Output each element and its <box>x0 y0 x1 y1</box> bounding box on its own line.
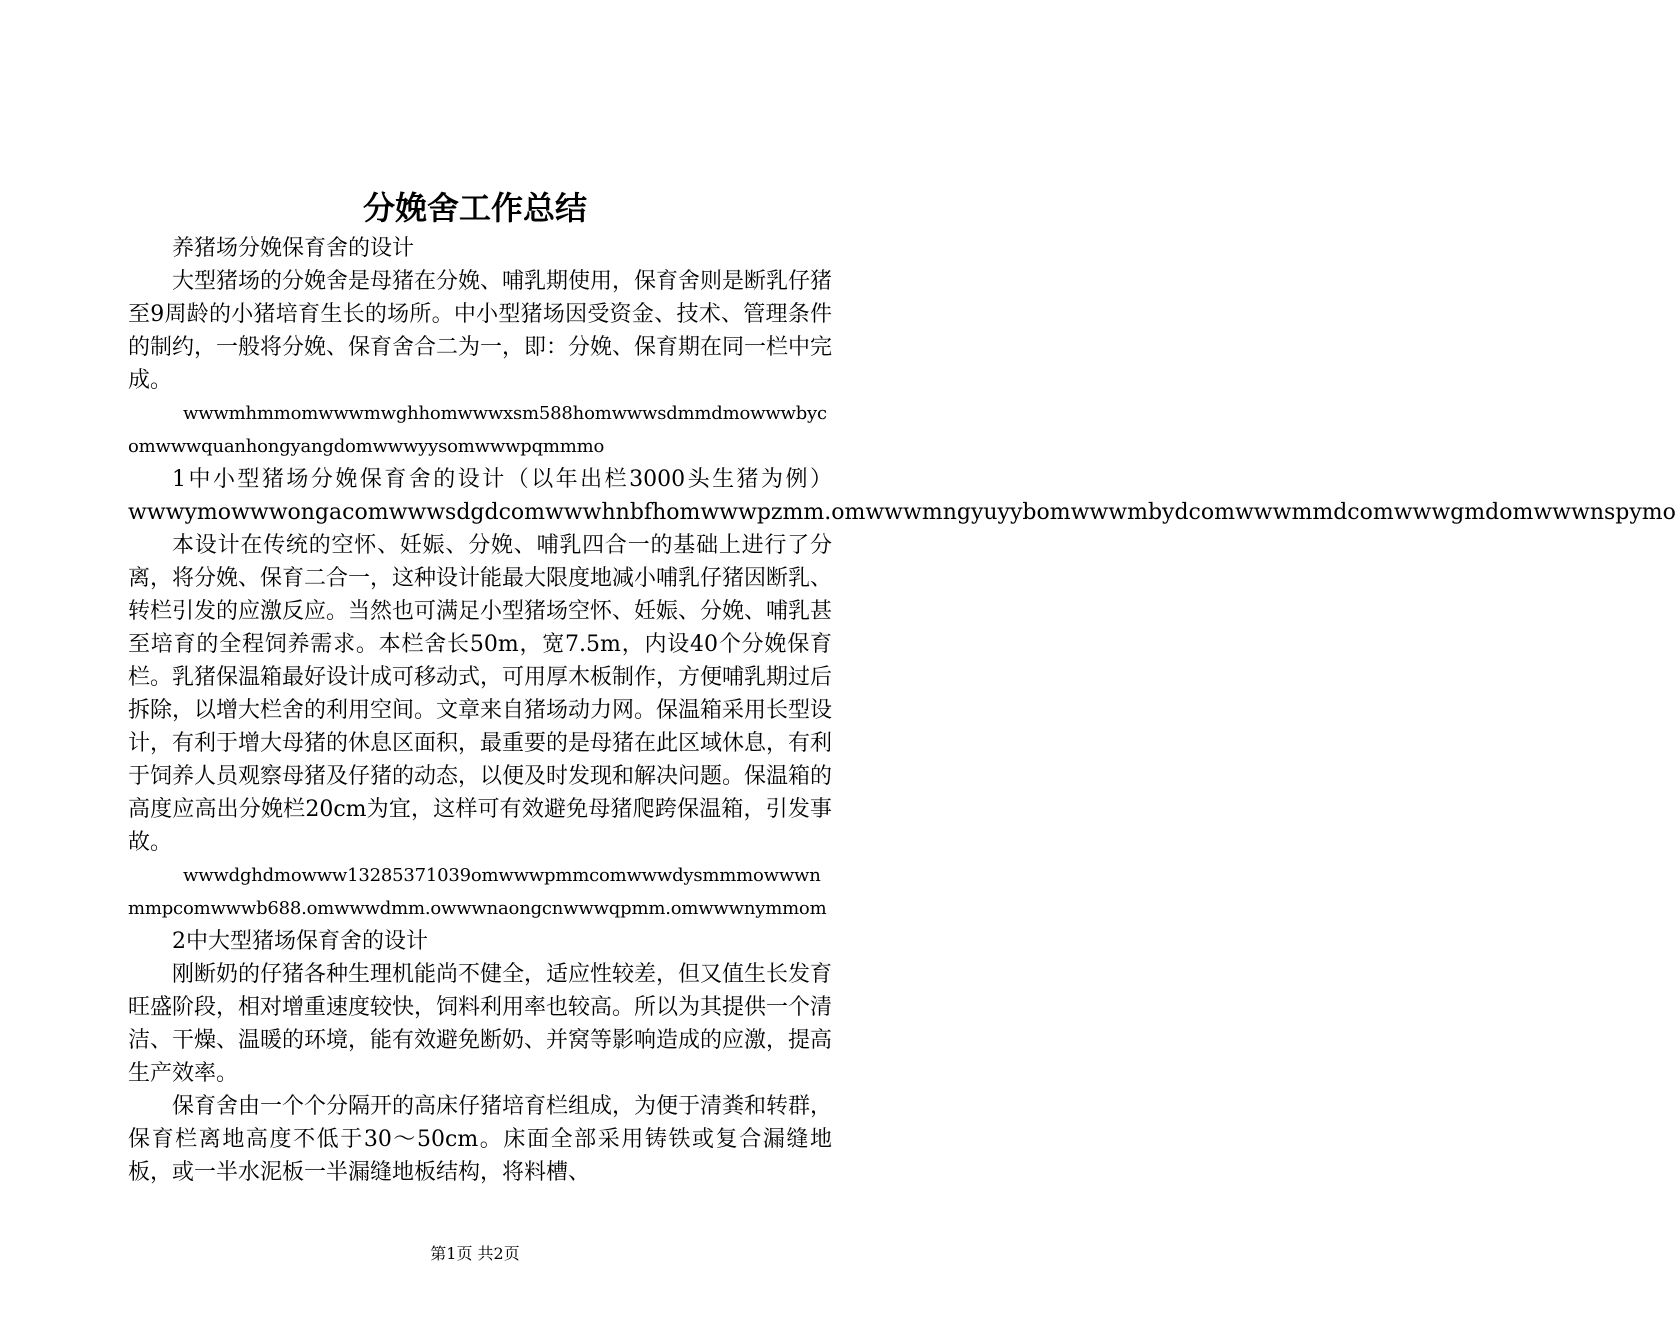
document-title: 分娩舍工作总结 <box>362 189 587 227</box>
document-body <box>128 232 1676 1189</box>
url-text: wwwdghdmowww13285371039omwwwpmmcomwwwdysmmmowwwnmmpcomwwwb688.omwwwdmm.owwwnaongcnwwwqpmm.omwwwnymmom <box>128 865 827 919</box>
paragraph: 1中小型猪场分娩保育舍的设计（以年出栏3000头生猪为例）wwwymowwwongacomwwwsdgdcomwwwhnbfhomwwwpzmm.omwwwmngyuyybomwwwmbydcomwwwmmdcomwwwgmdomwwwnspymo <box>128 467 1676 525</box>
section-heading: 养猪场分娩保育舍的设计 <box>172 236 415 261</box>
section-heading: 2中大型猪场保育舍的设计 <box>172 929 428 954</box>
paragraph: 大型猪场的分娩舍是母猪在分娩、哺乳期使用，保育舍则是断乳仔猪至9周龄的小猪培育生长的场所。中小型猪场因受资金、技术、管理条件的制约，一般将分娩、保育舍合二为一，即：分娩、保育期在同一栏中完成。 <box>128 269 833 393</box>
paragraph: 保育舍由一个个分隔开的高床仔猪培育栏组成，为便于清粪和转群，保育栏离地高度不低于30～50cm。床面全部采用铸铁或复合漏缝地板，或一半水泥板一半漏缝地板结构，将料槽、 <box>128 1094 833 1185</box>
url-text: wwwmhmmomwwwmwghhomwwwxsm588homwwwsdmmdmowwwbycomwwwquanhongyangdomwwwyysomwwwpqmmmo <box>128 403 827 457</box>
paragraph: 本设计在传统的空怀、妊娠、分娩、哺乳四合一的基础上进行了分离，将分娩、保育二合一，这种设计能最大限度地减小哺乳仔猪因断乳、转栏引发的应激反应。当然也可满足小型猪场空怀、妊娠、分娩、哺乳甚至培育的全程饲养需求。本栏舍长50m，宽7.5m，内设40个分娩保育栏。乳猪保温箱最好设计成可移动式，可用厚木板制作，方便哺乳期过后拆除，以增大栏舍的利用空间。文章来自猪场动力网。保温箱采用长型设计，有利于增大母猪的休息区面积，最重要的是母猪在此区域休息，有利于饲养人员观察母猪及仔猪的动态，以便及时发现和解决问题。保温箱的高度应高出分娩栏20cm为宜，这样可有效避免母猪爬跨保温箱，引发事故。 <box>128 533 833 855</box>
page-footer: 第1页 共2页 <box>430 1244 520 1263</box>
paragraph: 刚断奶的仔猪各种生理机能尚不健全，适应性较差，但又值生长发育旺盛阶段，相对增重速度较快，饲料利用率也较高。所以为其提供一个清洁、干燥、温暖的环境，能有效避免断奶、并窝等影响造成的应激，提高生产效率。 <box>128 962 833 1086</box>
